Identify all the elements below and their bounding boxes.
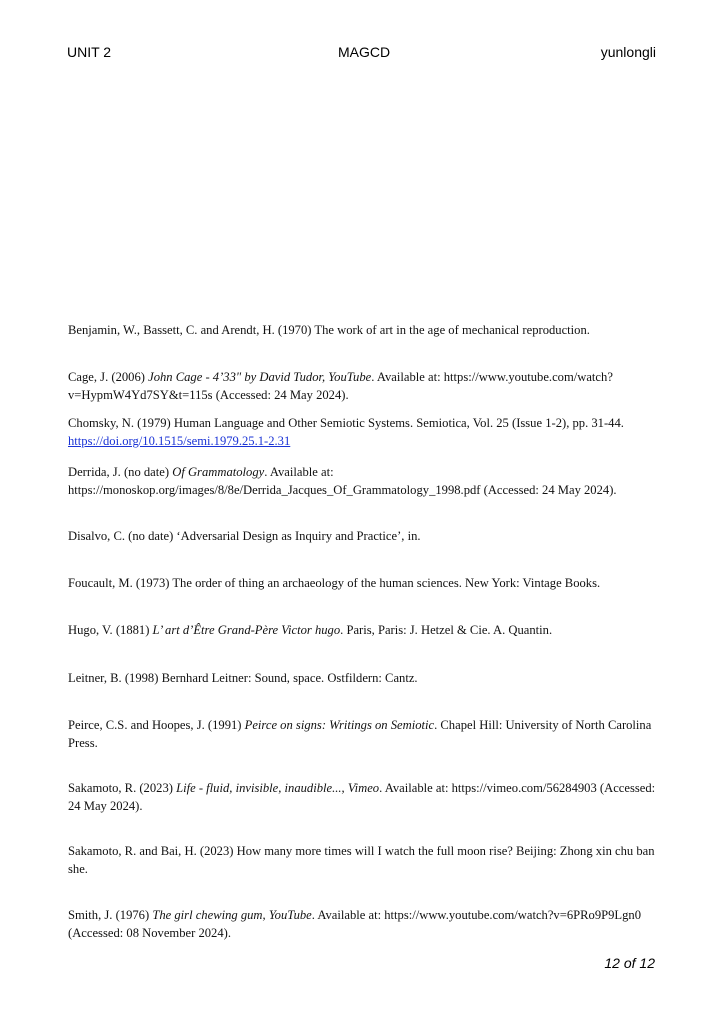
reference-foucault — [68, 575, 668, 593]
reference-text: Disalvo, C. (no date) ‘Adversarial Design as Inquiry and Practice’, in. — [68, 529, 421, 543]
reference-text: Chomsky, N. (1979) Human Language and Other Semiotic Systems. Semiotica, Vol. 25 (Issue 1-2), pp. 31-44. — [68, 416, 624, 430]
reference-peirce — [68, 717, 668, 752]
reference-text: . Available at: https://www.youtube.com/watch?v=6PRo9P9Lgn0 (Accessed: 08 November 2024). — [68, 908, 642, 940]
reference-text: Sakamoto, R. (2023) — [68, 781, 177, 795]
reference-smith — [68, 907, 668, 942]
reference-title: Life - fluid, invisible, inaudible..., Vimeo — [176, 781, 380, 795]
reference-sakamoto-bai — [68, 843, 668, 878]
reference-text: Sakamoto, R. and Bai, H. (2023) How many more times will I watch the full moon rise? Beijing: Zhong xin chu ban she. — [68, 844, 655, 876]
reference-disalvo — [68, 528, 668, 546]
header-course: MAGCD — [338, 44, 391, 60]
reference-cage — [68, 369, 668, 404]
reference-text: Peirce, C.S. and Hoopes, J. (1991) — [68, 718, 245, 732]
reference-derrida — [68, 464, 668, 499]
doi-link[interactable]: https://doi.org/10.1515/semi.1979.25.1-2.31 — [68, 433, 291, 448]
reference-title: L’ art d’Être Grand-Père Victor hugo — [152, 623, 341, 637]
reference-text: Cage, J. (2006) — [68, 370, 149, 384]
reference-text: . Available at: https://vimeo.com/56284903 (Accessed: 24 May 2024). — [68, 781, 656, 813]
reference-title: John Cage - 4’33" by David Tudor, YouTube — [148, 370, 372, 384]
reference-text: Hugo, V. (1881) — [68, 623, 153, 637]
reference-chomsky — [68, 415, 668, 450]
reference-sakamoto-life — [68, 780, 668, 815]
reference-text: Foucault, M. (1973) The order of thing an archaeology of the human sciences. New York: Vintage Books. — [68, 576, 601, 590]
reference-title: Of Grammatology — [172, 465, 265, 479]
reference-title: Peirce on signs: Writings on Semiotic — [244, 718, 435, 732]
reference-text: . Available at: https://www.youtube.com/watch?v=HypmW4Yd7SY&t=115s (Accessed: 24 May 2024). — [68, 370, 613, 402]
reference-leitner — [68, 670, 668, 688]
reference-text: Derrida, J. (no date) — [68, 465, 173, 479]
reference-text: . Available at: https://monoskop.org/images/8/8e/Derrida_Jacques_Of_Grammatology_1998.pdf (Accessed: 24 May 2024). — [68, 465, 617, 497]
reference-text: . Paris, Paris: J. Hetzel & Cie. A. Quantin. — [340, 623, 553, 637]
header-unit: UNIT 2 — [67, 44, 112, 60]
reference-benjamin — [68, 322, 668, 340]
reference-text: Leitner, B. (1998) Bernhard Leitner: Sound, space. Ostfildern: Cantz. — [68, 671, 418, 685]
reference-text: Benjamin, W., Bassett, C. and Arendt, H. (1970) The work of art in the age of mechanical reproduction. — [68, 323, 590, 337]
reference-text: . Chapel Hill: University of North Carolina Press. — [68, 718, 652, 750]
reference-title: The girl chewing gum, YouTube — [152, 908, 312, 922]
reference-text: Smith, J. (1976) — [68, 908, 153, 922]
page-number: 12 of 12 — [604, 955, 655, 971]
header-author: yunlongli — [600, 44, 656, 60]
reference-hugo — [68, 622, 668, 640]
